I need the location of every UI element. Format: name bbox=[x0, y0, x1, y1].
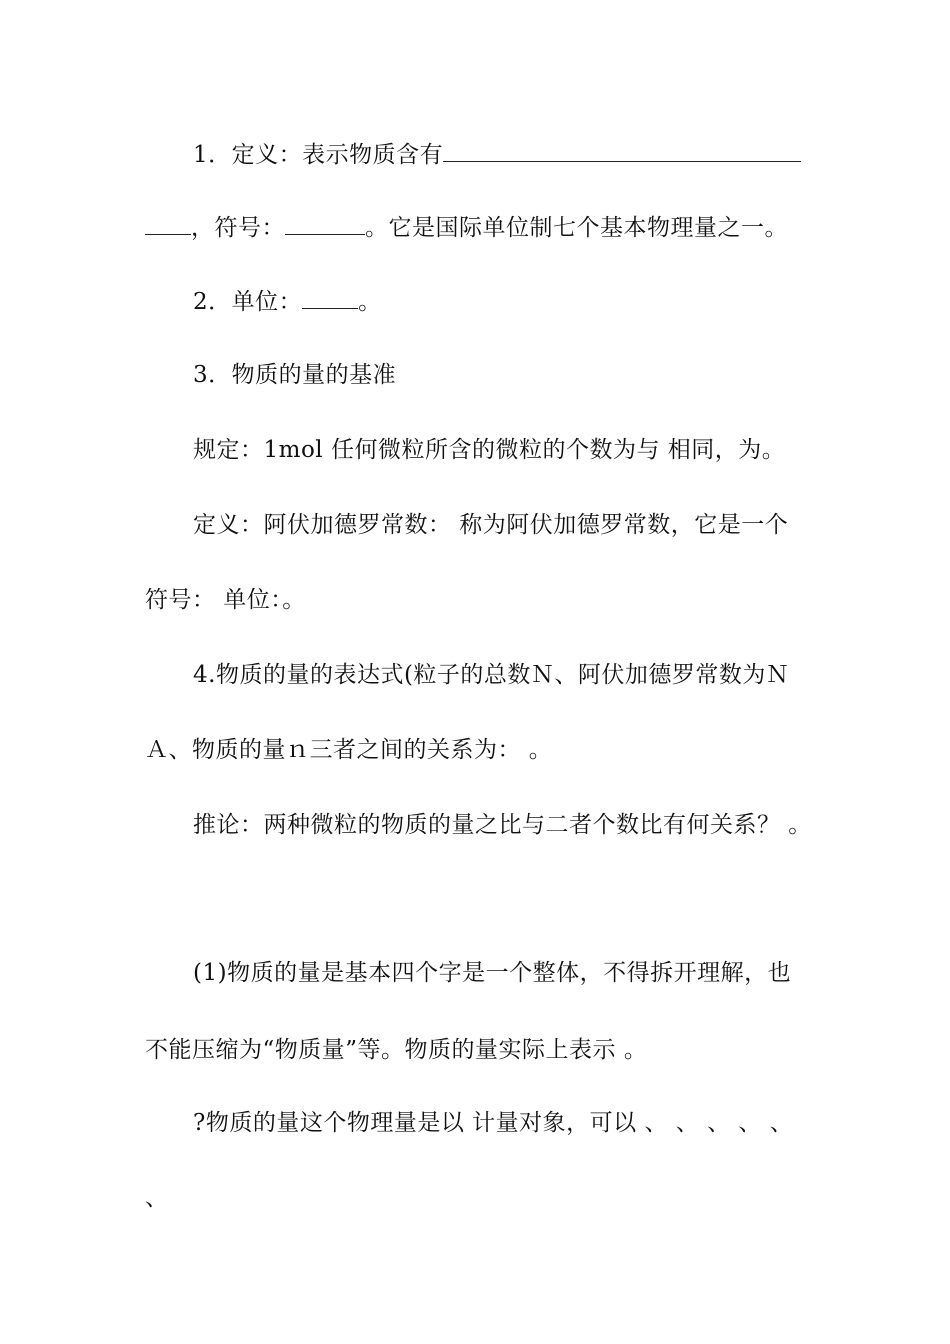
unit-label: 2．单位： bbox=[193, 289, 303, 315]
note-line-1: (1)物质的量是基本四个字是一个整体，不得拆开理解，也 bbox=[193, 960, 792, 986]
fill-in-blank bbox=[443, 139, 801, 162]
inference-line: 推论：两种微粒的物质的量之比与二者个数比有何关系？ 。 bbox=[193, 812, 812, 838]
avogadro-definition-line-2: 符号： 单位：。 bbox=[145, 587, 306, 613]
definition-line-2 bbox=[145, 212, 788, 243]
unit-line bbox=[193, 286, 382, 317]
benchmark-heading: 3．物质的量的基准 bbox=[193, 362, 397, 388]
avogadro-definition-line-1: 定义：阿伏加德罗常数： 称为阿伏加德罗常数，它是一个 bbox=[193, 512, 789, 538]
measure-object-line-2: 、 bbox=[145, 1185, 169, 1211]
fill-in-blank bbox=[302, 286, 358, 309]
fill-in-blank bbox=[285, 212, 365, 235]
symbol-label: ，符号： bbox=[191, 215, 285, 241]
definition-text: 1．定义：表示物质含有 bbox=[193, 142, 444, 168]
rule-line: 规定：1mol 任何微粒所含的微粒的个数为与 相同，为。 bbox=[193, 437, 786, 463]
definition-line-1 bbox=[193, 139, 801, 170]
expression-line-2: Ａ、物质的量ｎ三者之间的关系为： 。 bbox=[145, 737, 553, 763]
definition-tail: 。它是国际单位制七个基本物理量之一。 bbox=[365, 215, 788, 241]
note-line-2: 不能压缩为“物质量”等。物质的量实际上表示 。 bbox=[145, 1037, 648, 1063]
unit-suffix: 。 bbox=[358, 289, 382, 315]
measure-object-line-1: ?物质的量这个物理量是以 计量对象，可以 、 、 、 、 、 bbox=[193, 1110, 794, 1136]
expression-line-1: 4.物质的量的表达式(粒子的总数Ｎ、阿伏加德罗常数为Ｎ bbox=[193, 662, 790, 688]
fill-in-blank bbox=[145, 212, 191, 235]
